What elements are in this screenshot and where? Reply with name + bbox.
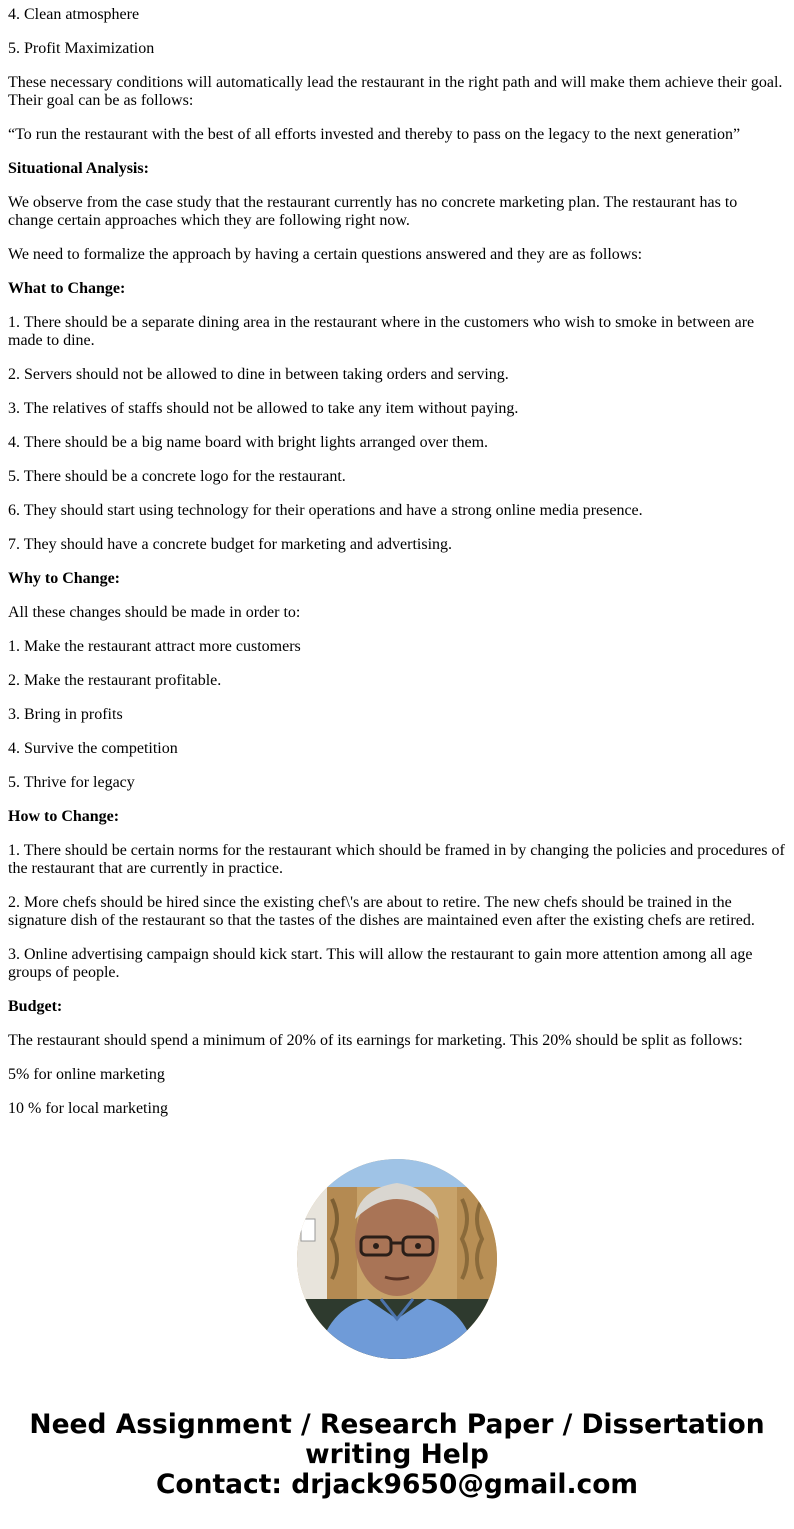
paragraph: 4. Clean atmosphere xyxy=(8,6,140,23)
paragraph: 5. Thrive for legacy xyxy=(8,774,135,791)
paragraph: 2. Servers should not be allowed to dine in between taking orders and serving. xyxy=(8,366,509,383)
section-heading: Budget: xyxy=(8,998,63,1015)
section-heading: Why to Change: xyxy=(8,570,121,587)
paragraph: 5. Profit Maximization xyxy=(8,40,155,57)
paragraph: All these changes should be made in order to: xyxy=(8,604,301,621)
paragraph: 10 % for local marketing xyxy=(8,1100,168,1117)
paragraph: 3. Bring in profits xyxy=(8,706,123,723)
paragraph: The restaurant should spend a minimum of 20% of its earnings for marketing. This 20% should be split as follows: xyxy=(8,1032,743,1049)
paragraph: 4. Survive the competition xyxy=(8,740,178,757)
contact-banner xyxy=(0,1410,794,1500)
paragraph: 5. There should be a concrete logo for the restaurant. xyxy=(8,468,346,485)
paragraph: 1. Make the restaurant attract more customers xyxy=(8,638,301,655)
paragraph: 3. The relatives of staffs should not be allowed to take any item without paying. xyxy=(8,400,519,417)
author-portrait-image xyxy=(297,1159,497,1359)
paragraph: 1. There should be a separate dining area in the restaurant where in the customers who wish to smoke in between are made to dine. xyxy=(8,314,755,349)
paragraph: “To run the restaurant with the best of all efforts invested and thereby to pass on the legacy to the next generation” xyxy=(8,126,741,143)
cta-line-1: Need Assignment / Research Paper / Dissertation xyxy=(29,1409,765,1440)
section-heading: What to Change: xyxy=(8,280,126,297)
cta-contact-line: Contact: drjack9650@gmail.com xyxy=(155,1469,639,1500)
paragraph: We observe from the case study that the restaurant currently has no concrete marketing plan. The restaurant has to change certain approaches which they are following right now. xyxy=(8,194,738,229)
paragraph: 7. They should have a concrete budget for marketing and advertising. xyxy=(8,536,453,553)
section-heading: Situational Analysis: xyxy=(8,160,149,177)
paragraph: 6. They should start using technology for their operations and have a strong online media presence. xyxy=(8,502,643,519)
paragraph: 1. There should be certain norms for the restaurant which should be framed in by changing the policies and procedures of the restaurant that are currently in practice. xyxy=(8,842,785,877)
paragraph: 2. Make the restaurant profitable. xyxy=(8,672,222,689)
paragraph: 5% for online marketing xyxy=(8,1066,165,1083)
cta-line-2: writing Help xyxy=(305,1439,489,1470)
paragraph: 2. More chefs should be hired since the existing chef\'s are about to retire. The new chefs should be trained in the signature dish of the restaurant so that the tastes of the dishes are maintained even after the existing chefs are retired. xyxy=(8,894,755,929)
section-heading: How to Change: xyxy=(8,808,120,825)
author-avatar xyxy=(297,1159,497,1359)
paragraph: 3. Online advertising campaign should kick start. This will allow the restaurant to gain more attention among all age groups of people. xyxy=(8,946,753,981)
paragraph: These necessary conditions will automatically lead the restaurant in the right path and will make them achieve their goal. Their goal can be as follows: xyxy=(8,74,783,109)
document-body xyxy=(0,6,794,1118)
paragraph: We need to formalize the approach by having a certain questions answered and they are as follows: xyxy=(8,246,643,263)
paragraph: 4. There should be a big name board with bright lights arranged over them. xyxy=(8,434,489,451)
